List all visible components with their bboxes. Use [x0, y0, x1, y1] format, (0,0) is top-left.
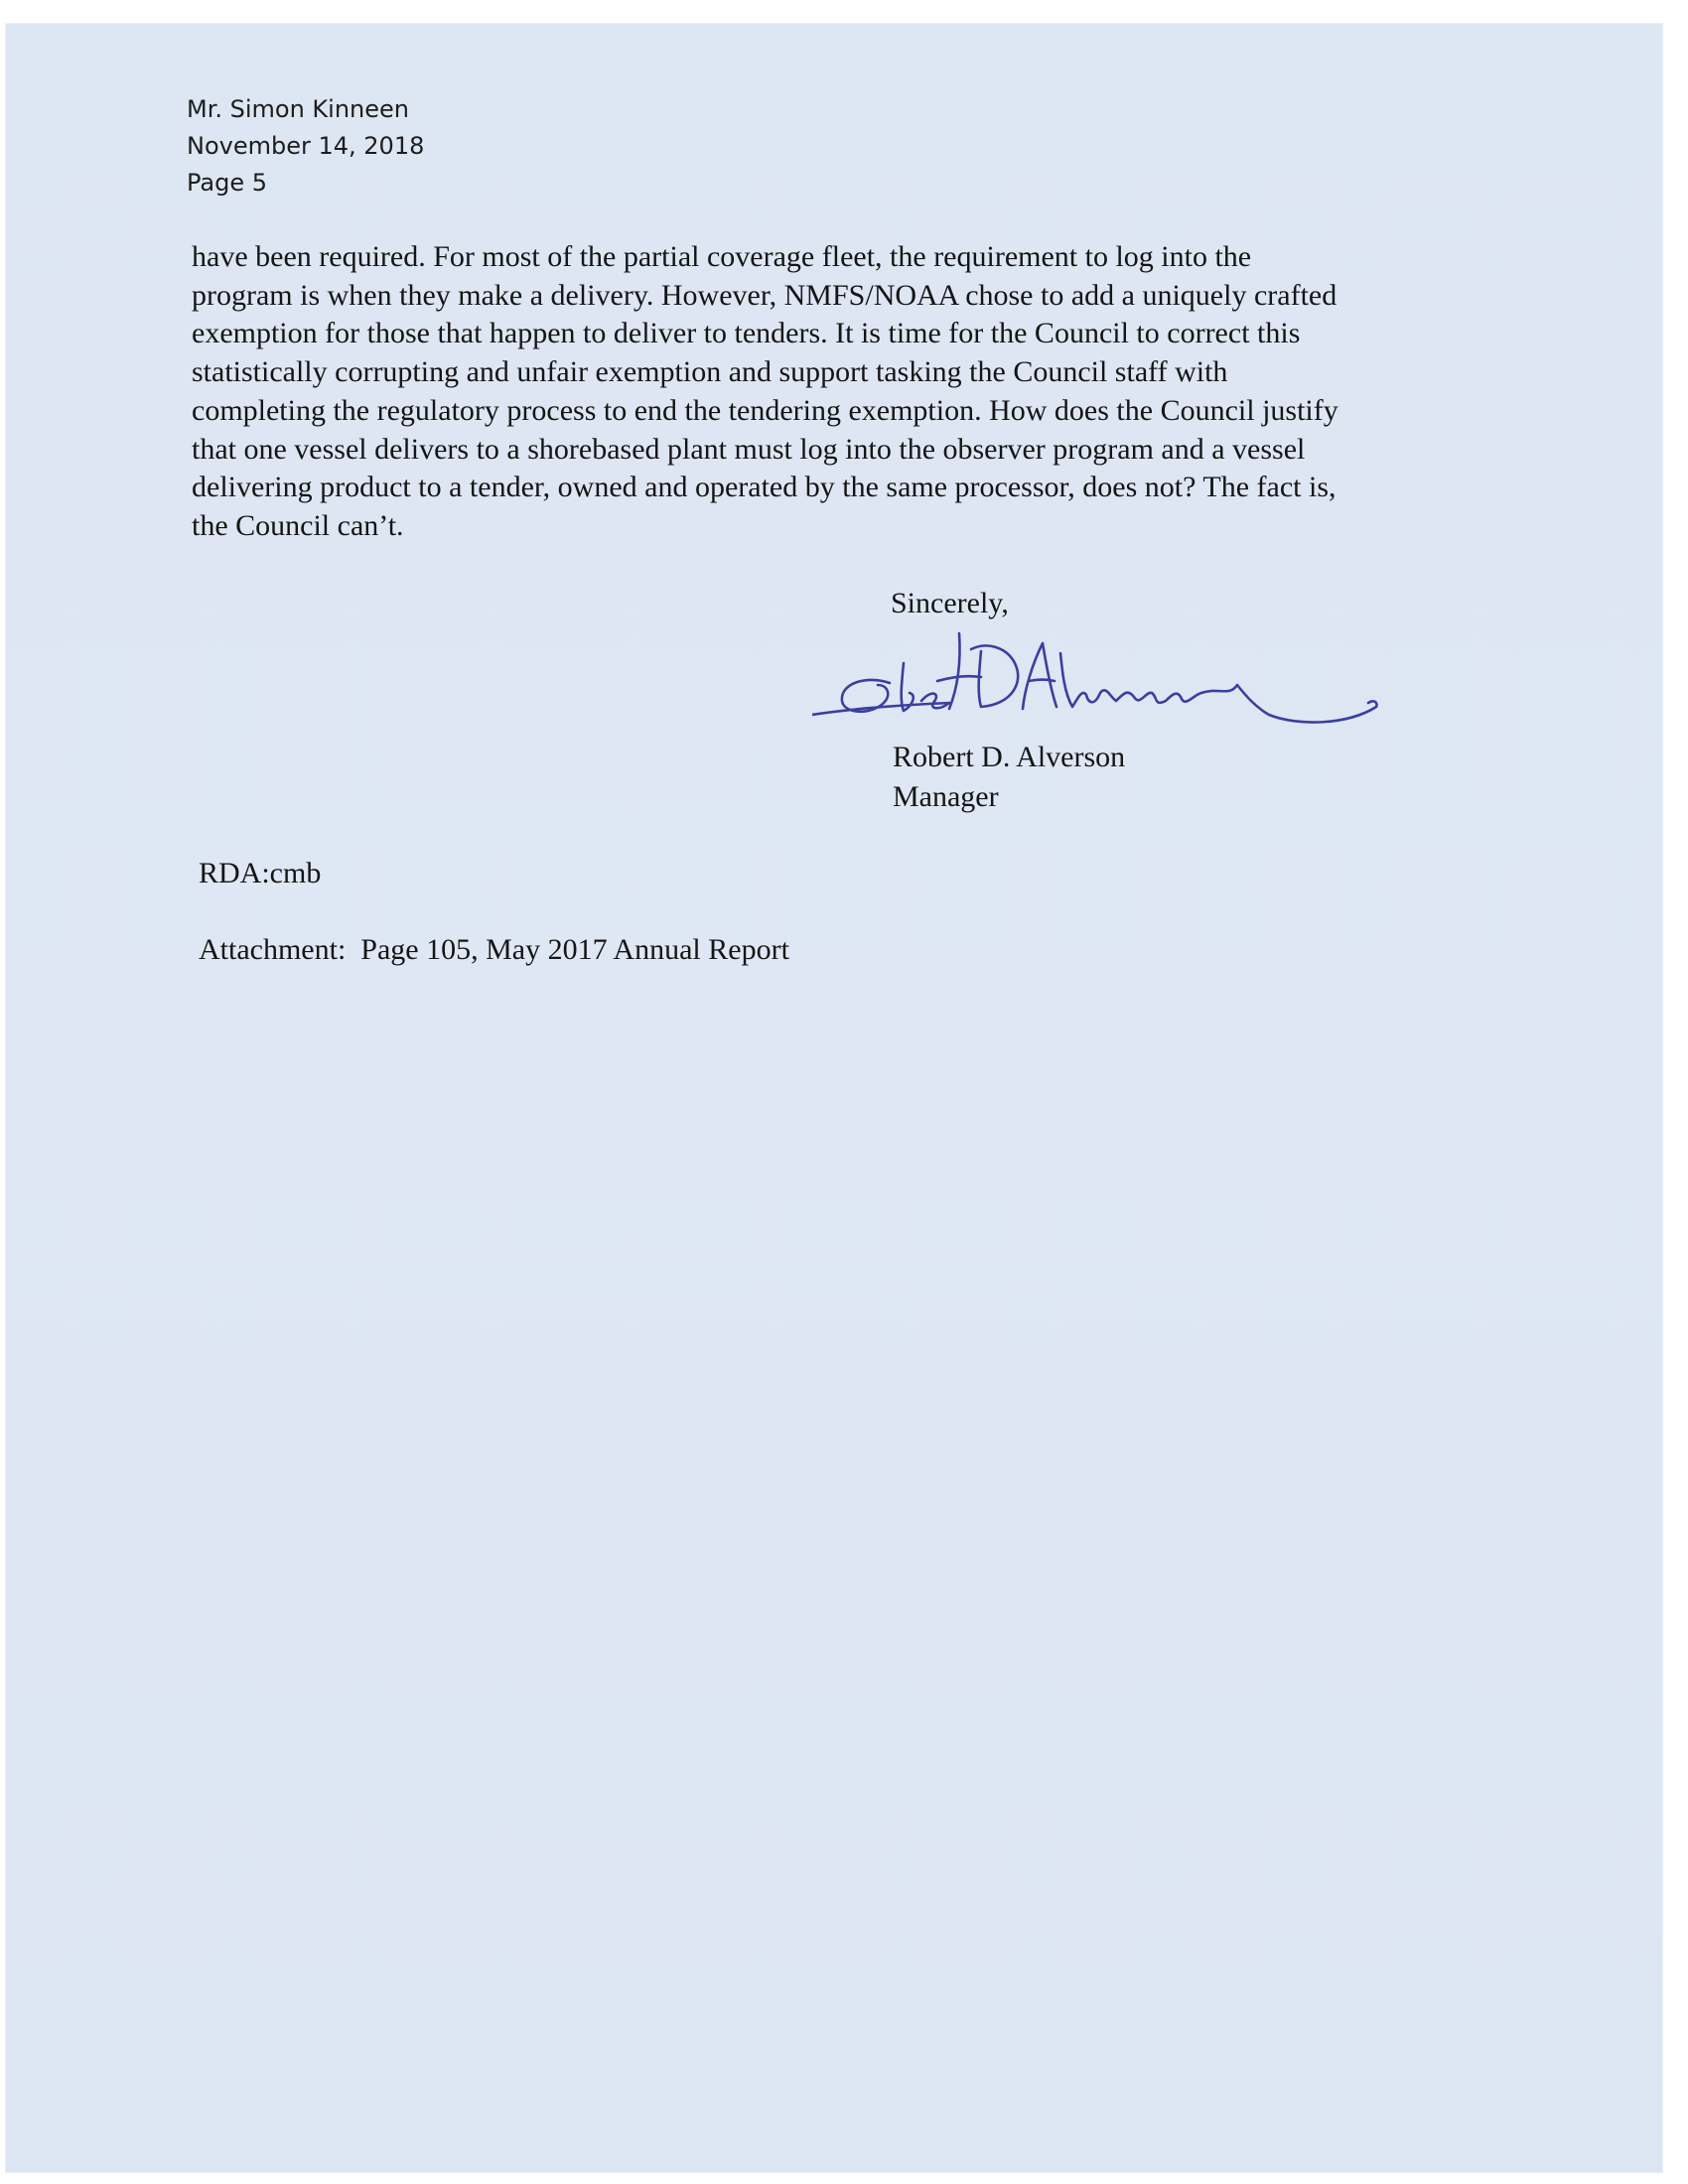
letter-body: [192, 238, 1482, 546]
body-line: delivering product to a tender, owned and operated by the same processor, does not? The fact is,: [192, 471, 1336, 504]
date-line: November 14, 2018: [187, 132, 425, 160]
attachment-line: Attachment: Page 105, May 2017 Annual Report: [199, 933, 789, 966]
signature-block: [893, 738, 1125, 817]
body-line: have been required. For most of the partial coverage fleet, the requirement to log into the: [192, 240, 1252, 273]
signatory-name: Robert D. Alverson: [893, 741, 1126, 773]
handwritten-signature: [812, 623, 1380, 741]
body-line: completing the regulatory process to end the tendering exemption. How does the Council justify: [192, 393, 1338, 427]
closing-salutation: Sincerely,: [891, 587, 1009, 619]
body-line: statistically corrupting and unfair exemption and support tasking the Council staff with: [192, 355, 1228, 389]
page-number: Page 5: [187, 169, 267, 197]
body-line: exemption for those that happen to deliver to tenders. It is time for the Council to correct this: [192, 317, 1301, 350]
recipient-line: Mr. Simon Kinneen: [187, 95, 410, 123]
reference-initials: RDA:cmb: [199, 857, 322, 889]
signatory-title: Manager: [893, 780, 999, 813]
letter-header: [187, 91, 424, 202]
body-line: that one vessel delivers to a shorebased plant must log into the observer program and a vessel: [192, 432, 1306, 466]
body-line: the Council can’t.: [192, 508, 404, 542]
body-line: program is when they make a delivery. However, NMFS/NOAA chose to add a uniquely crafted: [192, 278, 1337, 312]
